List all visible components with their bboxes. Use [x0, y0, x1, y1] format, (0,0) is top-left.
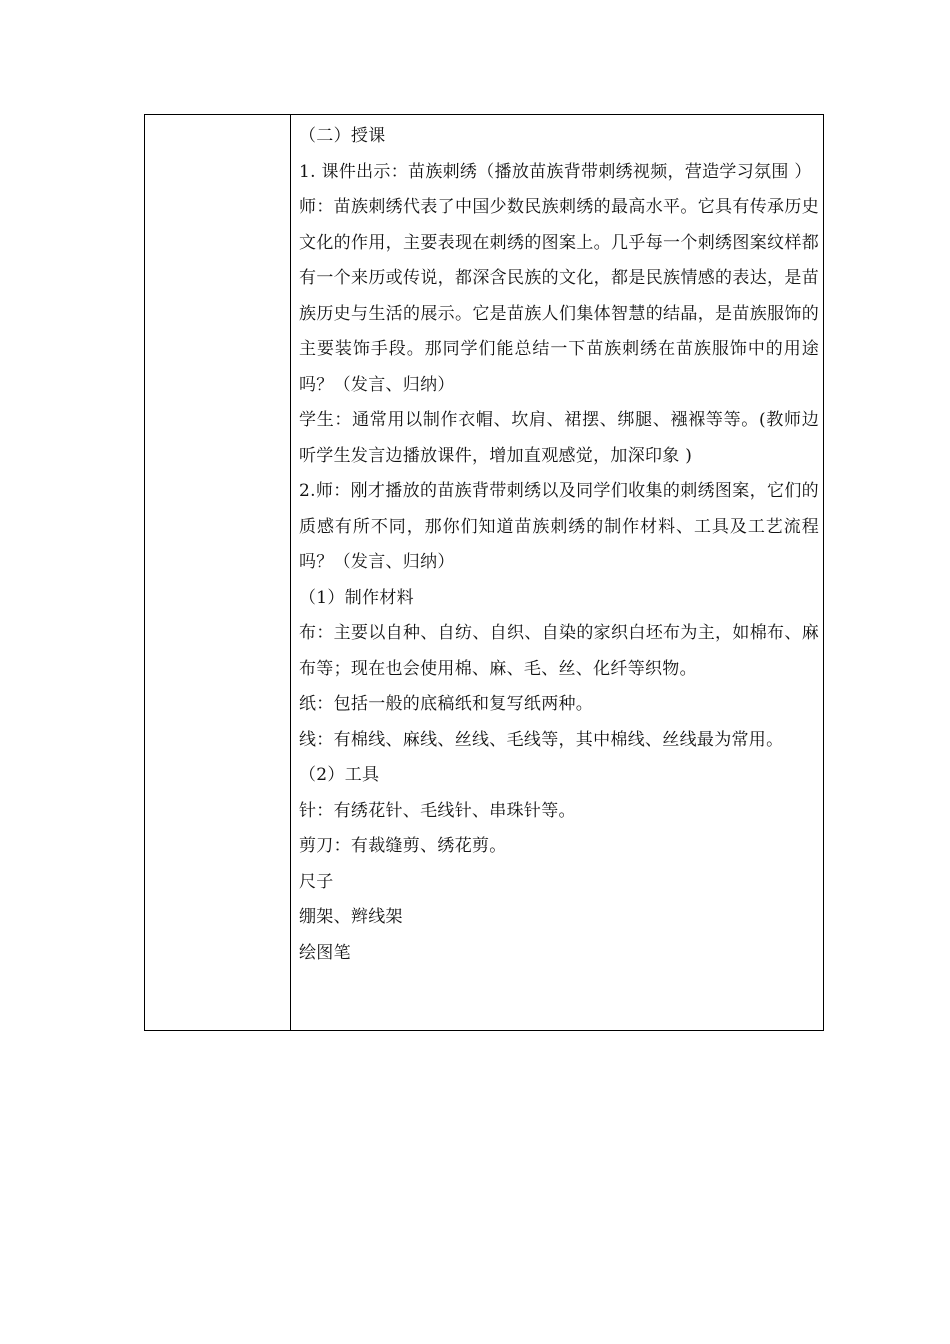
drawing-pen-item: 绘图笔	[299, 942, 351, 963]
courseware-paragraph: 1. 课件出示：苗族刺绣（播放苗族背带刺绣视频，营造学习氛围 ）	[299, 161, 812, 182]
section-heading: （二）授课	[299, 126, 386, 146]
paper-paragraph: 纸：包括一般的底稿纸和复写纸两种。	[299, 694, 594, 714]
lesson-table	[144, 114, 824, 1031]
table-content-cell	[299, 119, 819, 971]
fabric-paragraph: 布：主要以自种、自纺、自织、自染的家织白坯布为主，如棉布、麻布等；现在也会使用棉、麻、毛、丝、化纤等织物。	[299, 623, 819, 679]
materials-heading: （1）制作材料	[299, 587, 414, 608]
column-divider	[290, 115, 291, 1030]
teacher-question-paragraph: 2.师：刚才播放的苗族背带刺绣以及同学们收集的刺绣图案，它们的质感有所不同，那你们知道苗族刺绣的制作材料、工具及工艺流程吗？（发言、归纳）	[299, 481, 819, 572]
scissors-paragraph: 剪刀：有裁缝剪、绣花剪。	[299, 836, 507, 856]
tools-heading: （2）工具	[299, 765, 380, 785]
table-left-cell	[145, 115, 290, 1030]
student-paragraph: 学生：通常用以制作衣帽、坎肩、裙摆、绑腿、襁褓等等。(教师边听学生发言边播放课件，增加直观感觉，加深印象 )	[299, 410, 819, 466]
ruler-item: 尺子	[299, 871, 334, 892]
thread-paragraph: 线：有棉线、麻线、丝线、毛线等，其中棉线、丝线最为常用。	[299, 729, 784, 750]
frame-item: 绷架、辫线架	[299, 907, 403, 927]
teacher-paragraph: 师：苗族刺绣代表了中国少数民族刺绣的最高水平。它具有传承历史文化的作用，主要表现在刺绣的图案上。几乎每一个刺绣图案纹样都有一个来历或传说，都深含民族的文化，都是民族情感的表达，是苗族历史与生活的展示。它是苗族人们集体智慧的结晶，是苗族服饰的主要装饰手段。那同学们能总结一下苗族刺绣在苗族服饰中的用途吗？（发言、归纳）	[299, 197, 819, 395]
needle-paragraph: 针：有绣花针、毛线针、串珠针等。	[299, 800, 576, 821]
